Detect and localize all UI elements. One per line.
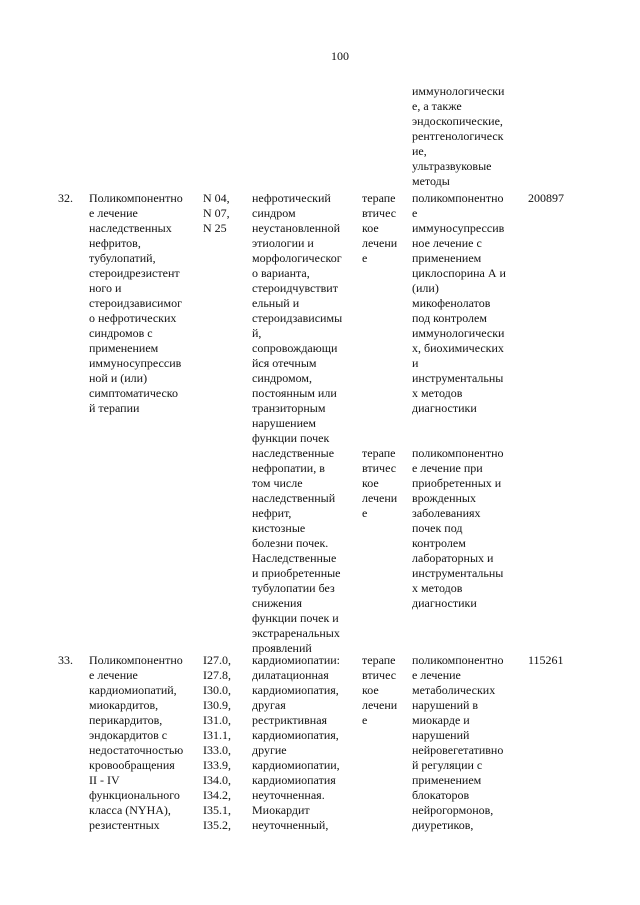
row-32-norm: 200897 xyxy=(528,191,564,205)
row-33-name: Поликомпонентно е лечение кардиомиопатий, миокардитов, перикардитов, эндокардитов с недостаточностью кровообращения II - IV функционального класса (NYHA), резистентных xyxy=(89,653,184,832)
row-32-codes: N 04, N 07, N 25 xyxy=(203,191,230,235)
method-continuation: иммунологически е, а также эндоскопические, рентгенологическ ие, ультразвуковые методы xyxy=(412,84,505,188)
row-33-number: 33. xyxy=(58,653,73,667)
row-33-disease: кардиомиопатии: дилатационная кардиомиопатия, другая рестриктивная кардиомиопатия, другие кардиомиопатии, кардиомиопатия неуточненная. Миокардит неуточненный, xyxy=(252,653,340,832)
row-32-disease-2: наследственные нефропатии, в том числе наследственный нефрит, кистозные болезни почек. Наследственные и приобретенные тубулопатии без снижения функции почек и экстраренальных проявлений xyxy=(252,446,341,655)
row-33-treatment-type: терапе втичес кое лечени е xyxy=(362,653,398,727)
row-32-treatment-type-2: терапе втичес кое лечени е xyxy=(362,446,398,520)
row-32-method-2: поликомпонентно е лечение при приобретенных и врожденных заболеваниях почек под контролем лабораторных и инструментальны х методов диагностики xyxy=(412,446,504,610)
row-32-name: Поликомпонентно е лечение наследственных нефритов, тубулопатий, стероидрезистент ного и стероидзависимог о нефротических синдромов с применением иммуносупрессив ной и (или) симптоматическо й терапии xyxy=(89,191,183,415)
row-32-method-1: поликомпонентно е иммуносупрессив ное лечение с применением циклоспорина А и (или) микофенолатов под контролем иммунологически х, биохимических и инструментальны х методов диагностики xyxy=(412,191,506,415)
row-33-method: поликомпонентно е лечение метаболических нарушений в миокарде и нарушений нейровегетативно й регуляции с применением блокаторов нейрогормонов, диуретиков, xyxy=(412,653,504,832)
row-32-treatment-type-1: терапе втичес кое лечени е xyxy=(362,191,398,265)
row-33-norm: 115261 xyxy=(528,653,564,667)
page-number: 100 xyxy=(331,49,349,63)
row-33-codes: I27.0, I27.8, I30.0, I30.9, I31.0, I31.1, I33.0, I33.9, I34.0, I34.2, I35.1, I35.2, xyxy=(203,653,231,832)
row-32-number: 32. xyxy=(58,191,73,205)
row-32-disease-1: нефротический синдром неустановленной этиологии и морфологическог о варианта, стероидчувствит ельный и стероидзависимы й, сопровождающи йся отечным синдромом, постоянным или транзиторным нарушением функции почек xyxy=(252,191,343,445)
